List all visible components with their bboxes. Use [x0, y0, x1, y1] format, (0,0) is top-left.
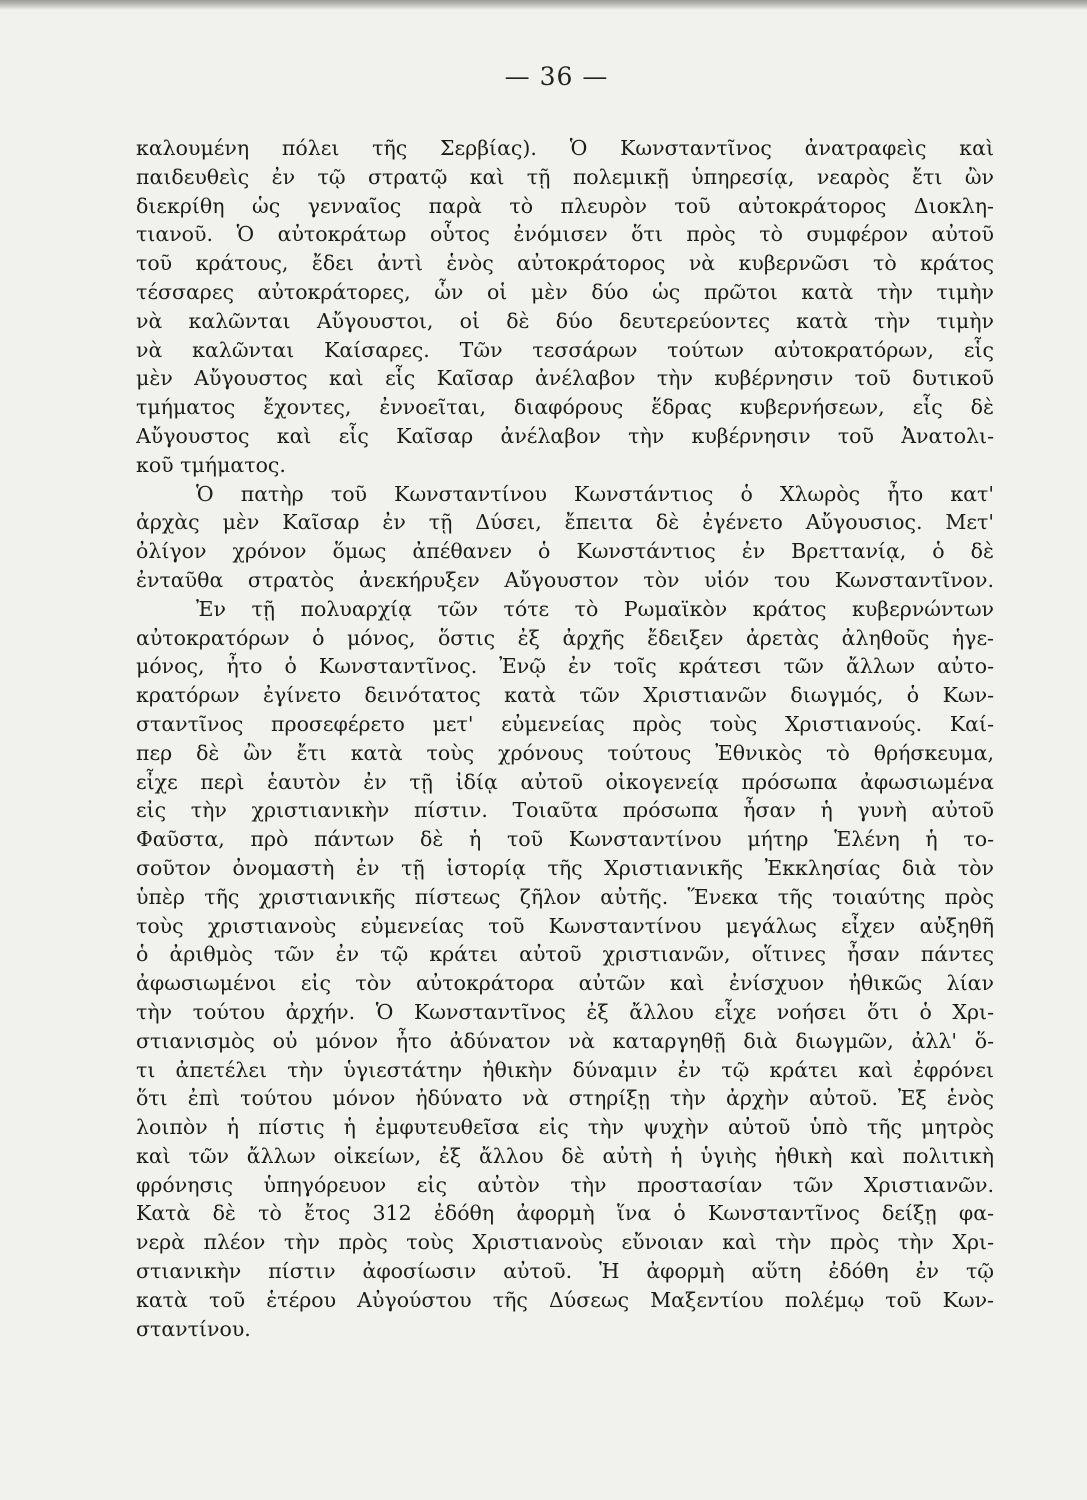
text-line: τμήματος ἔχοντες, ἐννοεῖται, διαφόρους ἕδρας κυβερνήσεων, εἷς δὲ — [136, 395, 994, 420]
text-line: διεκρίθη ὡς γενναῖος παρὰ τὸ πλευρὸν τοῦ αὐτοκράτορος Διοκλη- — [136, 193, 994, 218]
text-line: μόνος, ἦτο ὁ Κωνσταντῖνος. Ἐνῷ ἐν τοῖς κράτεσι τῶν ἄλλων αὐτο- — [136, 654, 994, 679]
text-line: Αὔγουστος καὶ εἷς Καῖσαρ ἀνέλαβον τὴν κυβέρνησιν τοῦ Ἀνατολι- — [136, 423, 994, 448]
text-line: κοῦ τμήματος. — [136, 452, 286, 477]
text-line: παιδευθεὶς ἐν τῷ στρατῷ καὶ τῇ πολεμικῇ ὑπηρεσίᾳ, νεαρὸς ἔτι ὢν — [136, 164, 994, 189]
text-line: Ὁ πατὴρ τοῦ Κωνσταντίνου Κωνστάντιος ὁ Χλωρὸς ἦτο κατ' — [196, 481, 994, 506]
scan-top-edge — [0, 0, 1087, 10]
text-line: ἀφωσιωμένοι εἰς τὸν αὐτοκράτορα αὐτῶν καὶ ἐνίσχυον ἠθικῶς λίαν — [136, 971, 994, 996]
text-line: ὅτι ἐπὶ τούτου μόνον ἠδύνατο νὰ στηρίξῃ τὴν ἀρχὴν αὐτοῦ. Ἐξ ἑνὸς — [136, 1086, 994, 1111]
text-line: τι ἀπετέλει τὴν ὑγιεστάτην ἠθικὴν δύναμιν ἐν τῷ κράτει καὶ ἐφρόνει — [136, 1057, 994, 1082]
text-line: ἀρχὰς μὲν Καῖσαρ ἐν τῇ Δύσει, ἔπειτα δὲ ἐγένετο Αὔγουσιος. Μετ' — [136, 510, 994, 535]
text-line: Φαῦστα, πρὸ πάντων δὲ ἡ τοῦ Κωνσταντίνου μήτηρ Ἑλένη ἡ το- — [136, 827, 994, 852]
text-line: νὰ καλῶνται Καίσαρες. Τῶν τεσσάρων τούτων αὐτοκρατόρων, εἷς — [136, 337, 994, 362]
text-line: σοῦτον ὀνομαστὴ ἐν τῇ ἱστορίᾳ τῆς Χριστιανικῆς Ἐκκλησίας διὰ τὸν — [136, 855, 994, 880]
text-line: ἐνταῦθα στρατὸς ἀνεκήρυξεν Αὔγουστον τὸν υἱόν του Κωνσταντῖνον. — [136, 567, 994, 592]
text-line: σταντῖνος προσεφέρετο μετ' εὐμενείας πρὸς τοὺς Χριστιανούς. Καί- — [136, 711, 994, 736]
text-line: Κατὰ δὲ τὸ ἔτος 312 ἐδόθη ἀφορμὴ ἵνα ὁ Κωνσταντῖνος δείξῃ φα- — [136, 1201, 994, 1226]
text-line: ὑπὲρ τῆς χριστιανικῆς πίστεως ζῆλον αὐτῆς. Ἕνεκα τῆς τοιαύτης πρὸς — [136, 884, 994, 909]
text-line: αὐτοκρατόρων ὁ μόνος, ὅστις ἐξ ἀρχῆς ἔδειξεν ἀρετὰς ἀληθοῦς ἡγε- — [136, 625, 994, 650]
text-line: στιανικὴν πίστιν ἀφοσίωσιν αὐτοῦ. Ἡ ἀφορμὴ αὕτη ἐδόθη ἐν τῷ — [136, 1259, 994, 1284]
text-line: τὴν τούτου ἀρχήν. Ὁ Κωνσταντῖνος ἐξ ἄλλου εἶχε νοήσει ὅτι ὁ Χρι- — [136, 999, 994, 1024]
text-line: φρόνησις ὑπηγόρευον εἰς αὐτὸν τὴν προστασίαν τῶν Χριστιανῶν. — [136, 1172, 994, 1197]
text-line: νὰ καλῶνται Αὔγουστοι, οἱ δὲ δύο δευτερεύοντες κατὰ τὴν τιμὴν — [136, 308, 994, 333]
text-line: καλουμένη πόλει τῆς Σερβίας). Ὁ Κωνσταντῖνος ἀνατραφεὶς καὶ — [136, 136, 994, 160]
page-number: — 36 — — [504, 62, 609, 91]
text-line: στιανισμὸς οὐ μόνον ἦτο ἀδύνατον νὰ καταργηθῇ διὰ διωγμῶν, ἀλλ' ὅ- — [136, 1028, 994, 1053]
text-line: μὲν Αὔγουστος καὶ εἷς Καῖσαρ ἀνέλαβον τὴν κυβέρνησιν τοῦ δυτικοῦ — [136, 366, 994, 391]
body-text — [136, 134, 994, 1343]
text-line: κρατόρων ἐγίνετο δεινότατος κατὰ τῶν Χριστιανῶν διωγμός, ὁ Κων- — [136, 683, 994, 708]
text-line: τοῦ κράτους, ἔδει ἀντὶ ἑνὸς αὐτοκράτορος νὰ κυβερνῶσι τὸ κράτος — [136, 251, 994, 276]
text-line: σταντίνου. — [136, 1316, 251, 1341]
text-line: εἶχε περὶ ἑαυτὸν ἐν τῇ ἰδίᾳ αὐτοῦ οἰκογενείᾳ πρόσωπα ἀφωσιωμένα — [136, 769, 994, 794]
text-line: καὶ τῶν ἄλλων οἰκείων, ἐξ ἄλλου δὲ αὐτὴ ἡ ὑγιὴς ἠθικὴ καὶ πολιτικὴ — [136, 1143, 994, 1168]
text-line: εἰς τὴν χριστιανικὴν πίστιν. Τοιαῦτα πρόσωπα ἦσαν ἡ γυνὴ αὐτοῦ — [136, 798, 994, 823]
text-line: νερὰ πλέον τὴν πρὸς τοὺς Χριστιανοὺς εὔνοιαν καὶ τὴν πρὸς τὴν Χρι- — [136, 1230, 994, 1255]
text-line: τοὺς χριστιανοὺς εὐμενείας τοῦ Κωνσταντίνου μεγάλως εἶχεν αὐξηθῆ — [136, 913, 994, 938]
text-line: τέσσαρες αὐτοκράτορες, ὧν οἱ μὲν δύο ὡς πρῶτοι κατὰ τὴν τιμὴν — [136, 279, 994, 304]
text-line: ὀλίγον χρόνον ὅμως ἀπέθανεν ὁ Κωνστάντιος ἐν Βρεττανίᾳ, ὁ δὲ — [136, 539, 994, 564]
text-line: ὁ ἀριθμὸς τῶν ἐν τῷ κράτει αὐτοῦ χριστιανῶν, οἵτινες ἦσαν πάντες — [136, 942, 994, 967]
text-line: τιανοῦ. Ὁ αὐτοκράτωρ οὗτος ἐνόμισεν ὅτι πρὸς τὸ συμφέρον αὐτοῦ — [136, 222, 994, 247]
text-line: περ δὲ ὢν ἔτι κατὰ τοὺς χρόνους τούτους Ἐθνικὸς τὸ θρήσκευμα, — [136, 740, 994, 765]
text-line: λοιπὸν ἡ πίστις ἡ ἐμφυτευθεῖσα εἰς τὴν ψυχὴν αὐτοῦ ὑπὸ τῆς μητρὸς — [136, 1115, 994, 1140]
text-line: Ἐν τῇ πολυαρχίᾳ τῶν τότε τὸ Ρωμαϊκὸν κράτος κυβερνώντων — [196, 596, 994, 621]
text-line: κατὰ τοῦ ἑτέρου Αὐγούστου τῆς Δύσεως Μαξεντίου πολέμῳ τοῦ Κων- — [136, 1287, 994, 1312]
